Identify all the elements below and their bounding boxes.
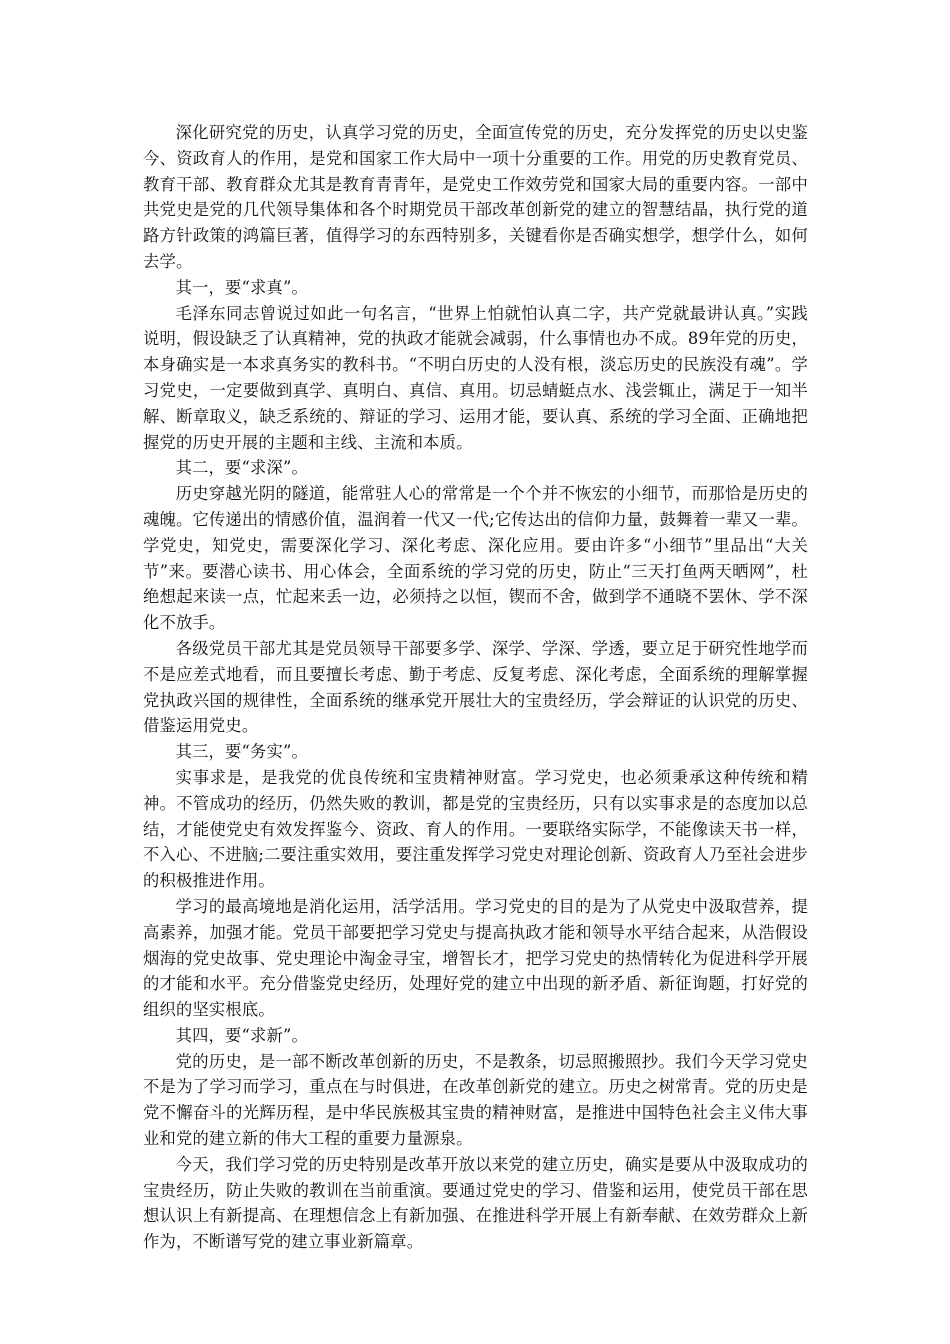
section-heading-1: 其一，要“求真”。: [175, 277, 309, 297]
section-heading-3: 其三，要“务实”。: [175, 742, 309, 762]
section-heading-4: 其四，要“求新”。: [175, 1025, 309, 1045]
body-paragraph: 历史穿越光阴的隧道，能常驻人心的常常是一个个并不恢宏的小细节，而那恰是历史的魂魄。它传递出的情感价值，温润着一代又一代;它传达出的信仰力量，鼓舞着一辈又一辈。学党史，知党史，需要深化学习、深化考虑、深化应用。要由许多“小细节”里品出“大关节”来。要潜心读书、用心体会，全面系统的学习党的历史，防止“三天打鱼两天晒网”，杜绝想起来读一点，忙起来丢一边，必须持之以恒，锲而不舍，做到学不通晓不罢休、学不深化不放手。: [143, 484, 808, 633]
body-paragraph: 今天，我们学习党的历史特别是改革开放以来党的建立历史，确实是要从中汲取成功的宝贵经历，防止失败的教训在当前重演。要通过党史的学习、借鉴和运用，使党员干部在思想认识上有新提高、在理想信念上有新加强、在推进科学开展上有新奉献、在效劳群众上新作为，不断谱写党的建立事业新篇章。: [143, 1154, 808, 1252]
body-paragraph: 学习的最高境地是消化运用，活学活用。学习党史的目的是为了从党史中汲取营养，提高素养，加强才能。党员干部要把学习党史与提高执政才能和领导水平结合起来，从浩假设烟海的党史故事、党史理论中淘金寻宝，增智长才，把学习党史的热情转化为促进科学开展的才能和水平。充分借鉴党史经历，处理好党的建立中出现的新矛盾、新征询题，打好党的组织的坚实根底。: [143, 896, 808, 1020]
document-body: [143, 120, 808, 1255]
body-paragraph: 各级党员干部尤其是党员领导干部要多学、深学、学深、学透，要立足于研究性地学而不是应差式地看，而且要擅长考虑、勤于考虑、反复考虑、深化考虑，全面系统的理解掌握党执政兴国的规律性，全面系统的继承党开展壮大的宝贵经历，学会辩证的认识党的历史、借鉴运用党史。: [143, 638, 808, 736]
intro-paragraph: 深化研究党的历史，认真学习党的历史，全面宣传党的历史，充分发挥党的历史以史鉴今、资政育人的作用，是党和国家工作大局中一项十分重要的工作。用党的历史教育党员、教育干部、教育群众尤其是教育青青年，是党史工作效劳党和国家大局的重要内容。一部中共党史是党的几代领导集体和各个时期党员干部改革创新党的建立的智慧结晶，执行党的道路方针政策的鸿篇巨著，值得学习的东西特别多，关键看你是否确实想学，想学什么，如何去学。: [143, 123, 808, 271]
section-heading-2: 其二，要“求深”。: [175, 458, 309, 478]
body-paragraph: 毛泽东同志曾说过如此一句名言，“世界上怕就怕认真二字，共产党就最讲认真。”实践说明，假设缺乏了认真精神，党的执政才能就会减弱，什么事情也办不成。89年党的历史，本身确实是一本求真务实的教科书。“不明白历史的人没有根，淡忘历史的民族没有魂”。学习党史，一定要做到真学、真明白、真信、真用。切忌蜻蜓点水、浅尝辄止，满足于一知半解、断章取义，缺乏系统的、辩证的学习、运用才能，要认真、系统的学习全面、正确地把握党的历史开展的主题和主线、主流和本质。: [143, 303, 808, 452]
body-paragraph: 实事求是，是我党的优良传统和宝贵精神财富。学习党史，也必须秉承这种传统和精神。不管成功的经历，仍然失败的教训，都是党的宝贵经历，只有以实事求是的态度加以总结，才能使党史有效发挥鉴今、资政、育人的作用。一要联络实际学，不能像读天书一样，不入心、不进脑;二要注重实效用，要注重发挥学习党史对理论创新、资政育人乃至社会进步的积极推进作用。: [143, 767, 808, 891]
body-paragraph: 党的历史，是一部不断改革创新的历史，不是教条，切忌照搬照抄。我们今天学习党史不是为了学习而学习，重点在与时俱进，在改革创新党的建立。历史之树常青。党的历史是党不懈奋斗的光辉历程，是中华民族极其宝贵的精神财富，是推进中国特色社会主义伟大事业和党的建立新的伟大工程的重要力量源泉。: [143, 1051, 808, 1149]
